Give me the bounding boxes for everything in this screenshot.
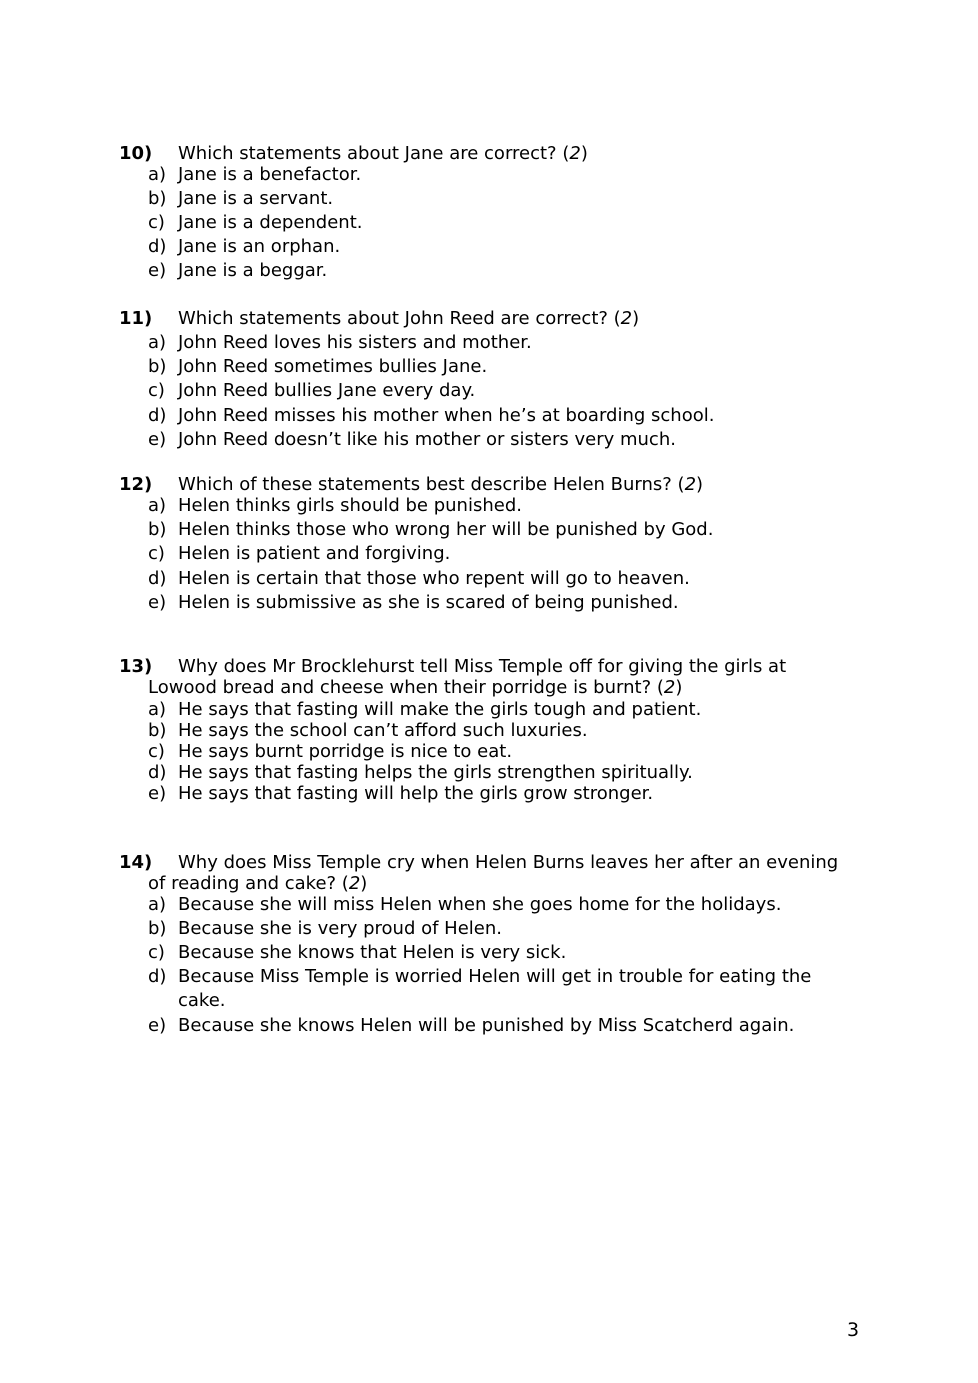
question-number: 10) <box>119 143 153 164</box>
question-number: 11) <box>119 308 153 329</box>
question-text-continued: of reading and cake? (2) <box>148 873 368 894</box>
marks: 2 <box>569 143 581 164</box>
marks: 2 <box>663 677 676 698</box>
marks: 2 <box>684 474 697 495</box>
question-text: Which statements about John Reed are correct? (2) <box>178 308 640 329</box>
page-number: 3 <box>847 1319 860 1341</box>
marks: 2 <box>348 873 361 894</box>
question-text: Why does Mr Brocklehurst tell Miss Temple off for giving the girls at <box>178 656 787 677</box>
question-number: 12) <box>119 474 153 495</box>
marks: 2 <box>620 308 633 329</box>
question-text: Why does Miss Temple cry when Helen Burns leaves her after an evening <box>178 852 839 873</box>
question-text-continued: Lowood bread and cheese when their porridge is burnt? (2) <box>148 677 683 698</box>
question-text: Which statements about Jane are correct? (2) <box>178 143 588 164</box>
question-number: 14) <box>119 852 153 873</box>
question-text: Which of these statements best describe Helen Burns? (2) <box>178 474 704 495</box>
question-number: 13) <box>119 656 153 677</box>
